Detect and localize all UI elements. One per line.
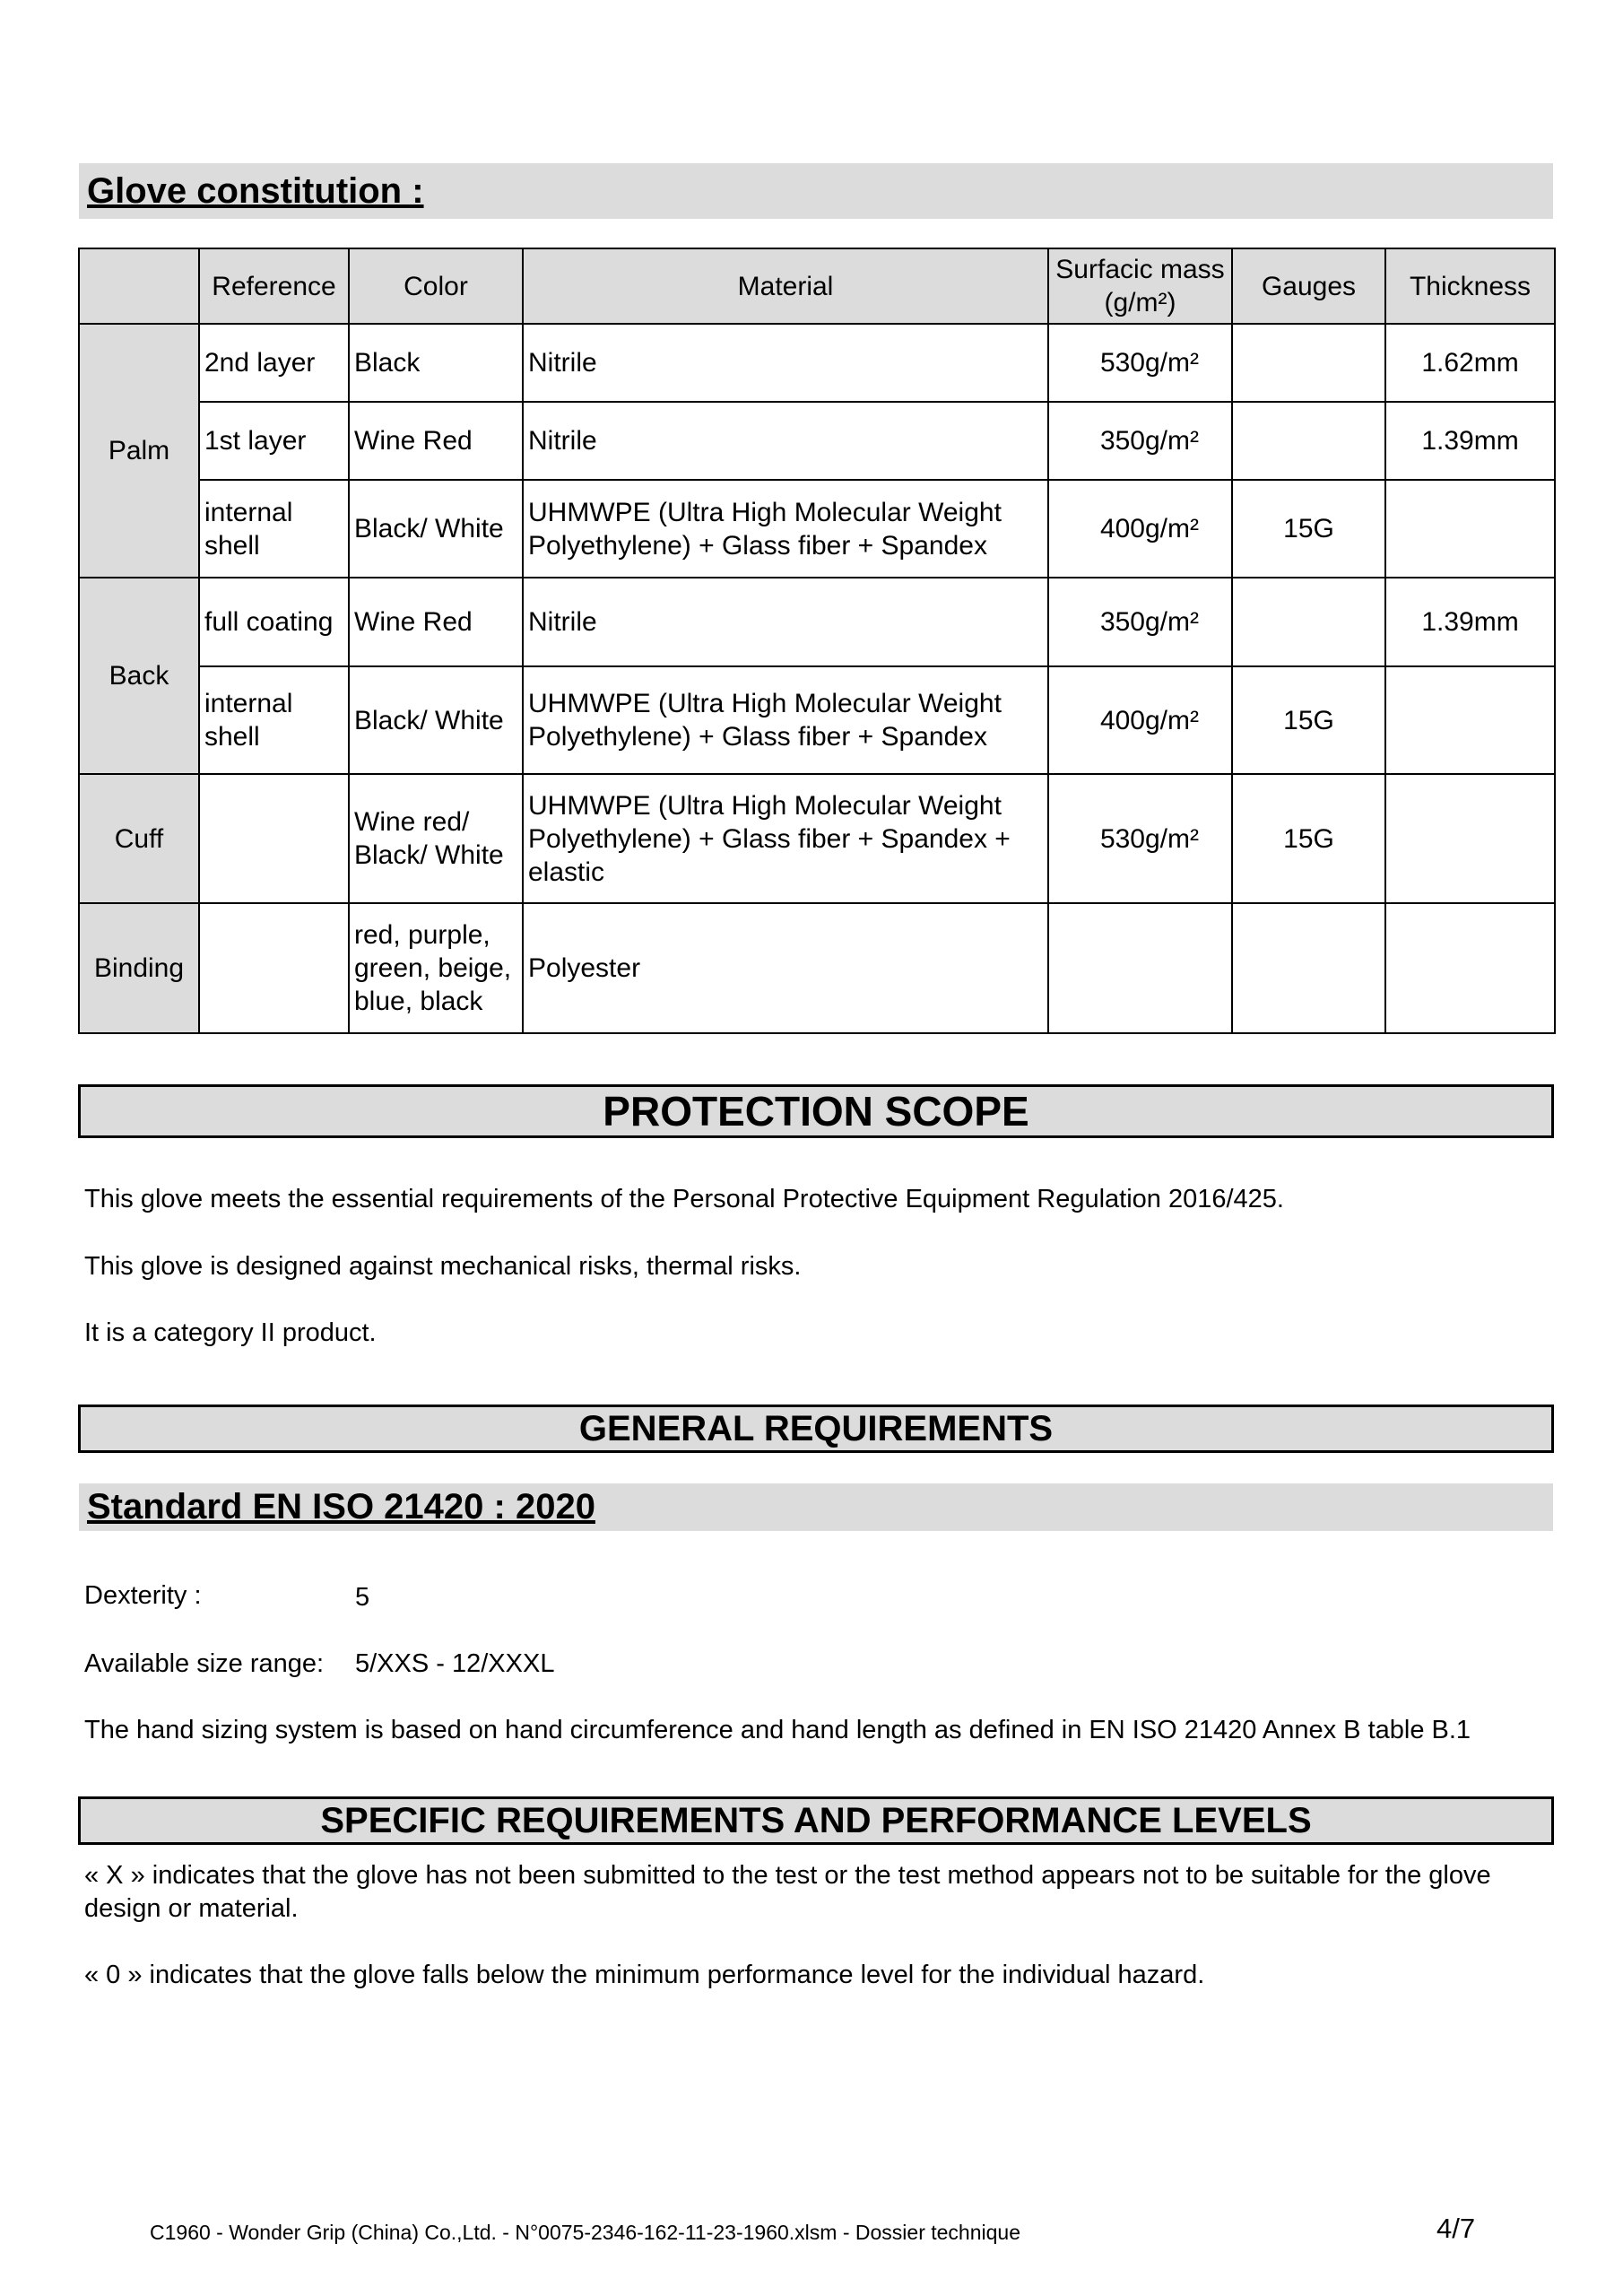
glove-constitution-title: Glove constitution :: [79, 163, 1553, 219]
header-material: Material: [523, 248, 1048, 324]
header-surfacic-mass: Surfacic mass (g/m²): [1048, 248, 1232, 324]
cell-thickness: [1385, 774, 1555, 903]
cell-thickness: 1.39mm: [1385, 402, 1555, 480]
table-row: [79, 402, 1555, 480]
cell-color: Black/ White: [349, 666, 523, 774]
cell-mass: 350g/m²: [1048, 578, 1232, 666]
cell-color: Black/ White: [349, 480, 523, 578]
cell-mass: 400g/m²: [1048, 480, 1232, 578]
general-requirements-banner: GENERAL REQUIREMENTS: [78, 1405, 1554, 1453]
cell-reference: [199, 774, 349, 903]
table-row: [79, 324, 1555, 402]
cell-material: UHMWPE (Ultra High Molecular Weight Polyethylene) + Glass fiber + Spandex: [523, 480, 1048, 578]
header-color: Color: [349, 248, 523, 324]
table-row: [79, 578, 1555, 666]
protection-scope-banner: PROTECTION SCOPE: [78, 1084, 1554, 1138]
cell-mass: 350g/m²: [1048, 402, 1232, 480]
header-gauges: Gauges: [1232, 248, 1385, 324]
cell-reference: 1st layer: [199, 402, 349, 480]
page-number: 4/7: [1436, 2213, 1476, 2244]
cell-gauge: 15G: [1232, 666, 1385, 774]
cell-thickness: 1.39mm: [1385, 578, 1555, 666]
cell-mass: 400g/m²: [1048, 666, 1232, 774]
cell-material: Nitrile: [523, 578, 1048, 666]
dexterity-value: 5: [355, 1583, 370, 1612]
table-header-row: [79, 248, 1555, 324]
cell-gauge: [1232, 402, 1385, 480]
cell-mass: [1048, 903, 1232, 1033]
table-row: [79, 774, 1555, 903]
cell-thickness: [1385, 480, 1555, 578]
glove-constitution-table: [78, 248, 1556, 1034]
cell-reference: 2nd layer: [199, 324, 349, 402]
cell-gauge: 15G: [1232, 480, 1385, 578]
cell-gauge: [1232, 324, 1385, 402]
cell-material: UHMWPE (Ultra High Molecular Weight Polyethylene) + Glass fiber + Spandex + elastic: [523, 774, 1048, 903]
cell-thickness: [1385, 666, 1555, 774]
cell-gauge: [1232, 903, 1385, 1033]
table-row: [79, 666, 1555, 774]
dexterity-label: Dexterity :: [84, 1581, 202, 1610]
cell-reference: internal shell: [199, 666, 349, 774]
cell-color: Wine Red: [349, 402, 523, 480]
part-palm: Palm: [79, 324, 199, 578]
cell-color: Wine Red: [349, 578, 523, 666]
protection-paragraph: It is a category II product.: [84, 1318, 377, 1347]
note-x: « X » indicates that the glove has not been submitted to the test or the test method appears not to be suitable for the glove design or material.: [84, 1861, 1491, 1923]
cell-thickness: 1.62mm: [1385, 324, 1555, 402]
cell-reference: internal shell: [199, 480, 349, 578]
size-range-label: Available size range:: [84, 1649, 325, 1678]
header-reference: Reference: [199, 248, 349, 324]
footer-document: C1960 - Wonder Grip (China) Co.,Ltd. - N°0075-2346-162-11-23-1960.xlsm - Dossier technique: [150, 2221, 1020, 2244]
protection-paragraph: This glove meets the essential requirements of the Personal Protective Equipment Regulation 2016/425.: [84, 1185, 1284, 1213]
sizing-note: The hand sizing system is based on hand circumference and hand length as defined in EN ISO 21420 Annex B table B.1: [84, 1716, 1471, 1744]
cell-mass: 530g/m²: [1048, 774, 1232, 903]
standard-title: Standard EN ISO 21420 : 2020: [79, 1483, 1553, 1531]
cell-material: UHMWPE (Ultra High Molecular Weight Polyethylene) + Glass fiber + Spandex: [523, 666, 1048, 774]
part-cuff: Cuff: [79, 774, 199, 903]
cell-color: Wine red/ Black/ White: [349, 774, 523, 903]
cell-material: Polyester: [523, 903, 1048, 1033]
cell-color: Black: [349, 324, 523, 402]
specific-requirements-banner: SPECIFIC REQUIREMENTS AND PERFORMANCE LEVELS: [78, 1796, 1554, 1845]
table-row: [79, 480, 1555, 578]
header-part: [79, 248, 199, 324]
cell-reference: full coating: [199, 578, 349, 666]
cell-material: Nitrile: [523, 324, 1048, 402]
part-binding: Binding: [79, 903, 199, 1033]
cell-gauge: 15G: [1232, 774, 1385, 903]
cell-thickness: [1385, 903, 1555, 1033]
header-thickness: Thickness: [1385, 248, 1555, 324]
cell-gauge: [1232, 578, 1385, 666]
cell-reference: [199, 903, 349, 1033]
cell-mass: 530g/m²: [1048, 324, 1232, 402]
cell-material: Nitrile: [523, 402, 1048, 480]
size-range-value: 5/XXS - 12/XXXL: [355, 1649, 555, 1678]
table-row: [79, 903, 1555, 1033]
note-0: « 0 » indicates that the glove falls below the minimum performance level for the individual hazard.: [84, 1961, 1205, 1989]
protection-paragraph: This glove is designed against mechanical risks, thermal risks.: [84, 1252, 802, 1281]
part-back: Back: [79, 578, 199, 774]
cell-color: red, purple, green, beige, blue, black: [349, 903, 523, 1033]
